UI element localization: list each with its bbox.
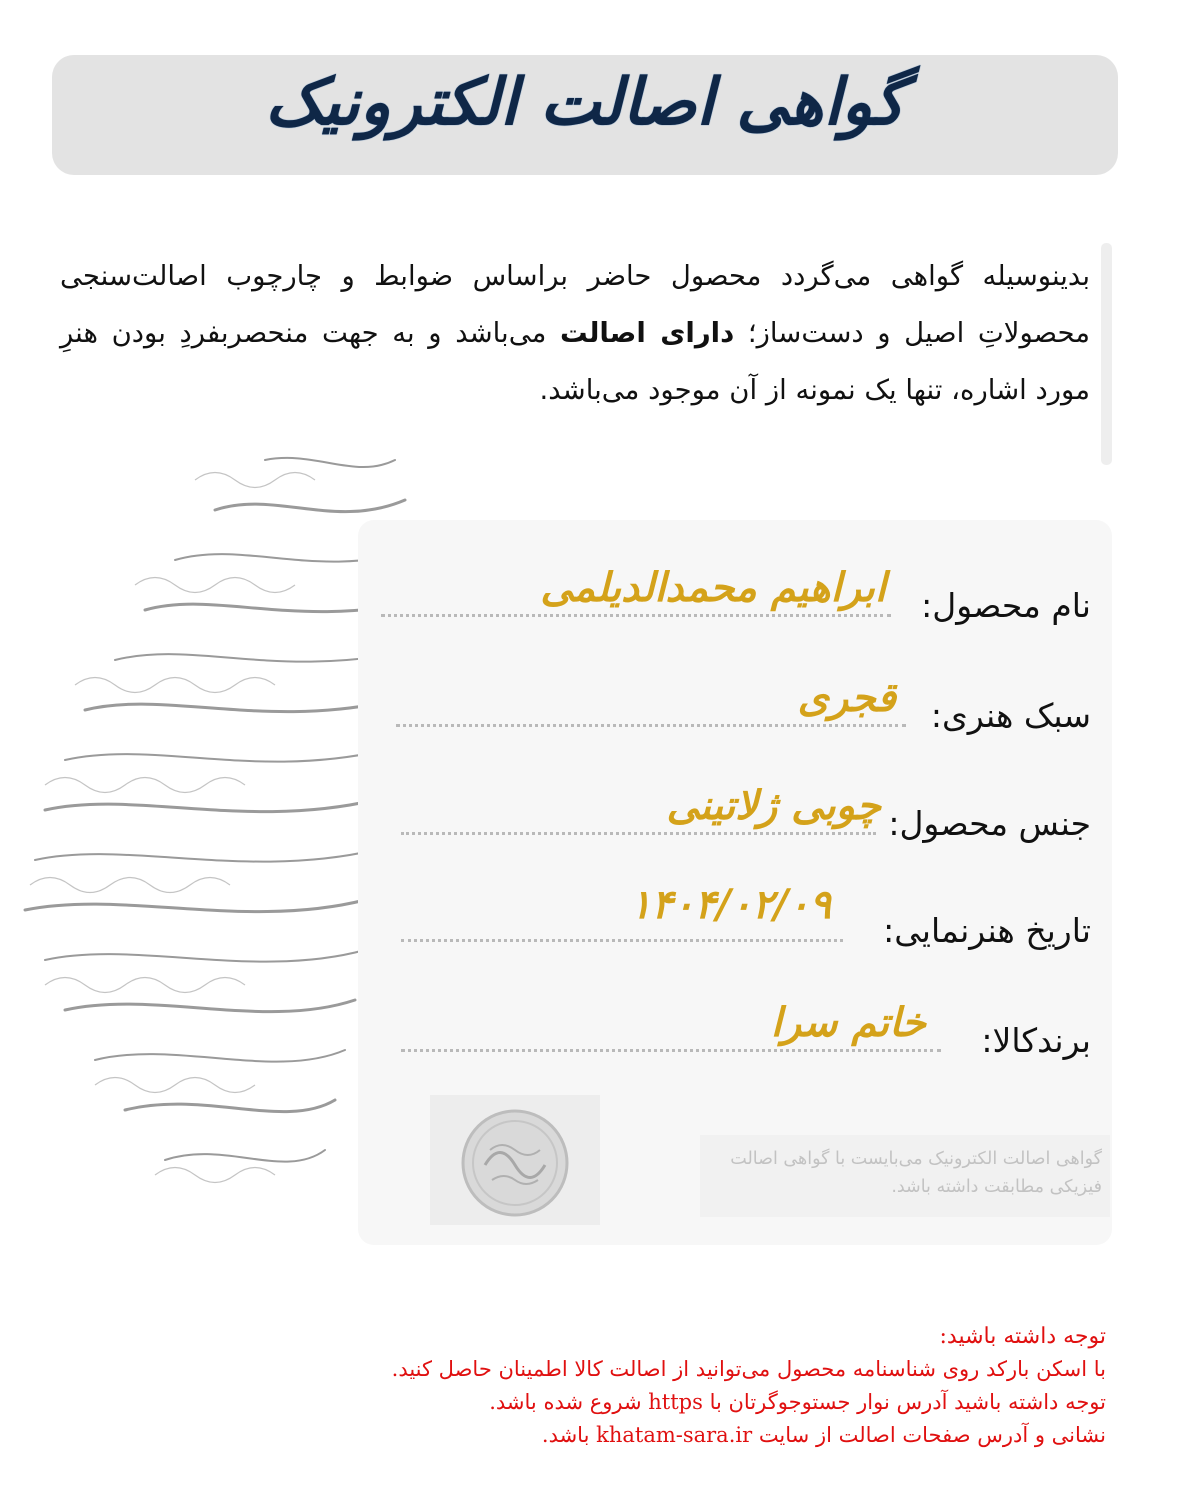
warning-line: با اسکن بارکد روی شناسنامه محصول می‌توانید از اصالت کالا اطمینان حاصل کنید.: [391, 1357, 1106, 1381]
dotted-line: [381, 614, 891, 617]
dotted-line: [401, 1049, 941, 1052]
field-creation-date: [371, 881, 1091, 950]
creation-date-label: تاریخ هنرنمایی:: [883, 911, 1091, 950]
product-name-label: نام محصول:: [921, 586, 1091, 625]
intro-text-start: بدینوسیله گواهی می‌گردد محصول حاضر براساس ضوابط و چارچوب اصالت‌سنجی محصولاتِ اصیل و دست‌ساز؛: [60, 260, 1091, 349]
material-value: چوبی ژلاتینی: [666, 782, 881, 829]
warning-title: توجه داشته باشید:: [939, 1324, 1106, 1349]
warning-line: نشانی و آدرس صفحات اصالت از سایت khatam-sara.ir باشد.: [541, 1423, 1106, 1447]
field-material: [371, 783, 1091, 843]
note-box: [700, 1135, 1110, 1217]
brand-label: برندکالا:: [981, 1021, 1091, 1060]
product-name-value: ابراهیم محمدالدیلمی: [540, 564, 886, 611]
art-style-label: سبک هنری:: [930, 696, 1091, 735]
material-label: جنس محصول:: [888, 804, 1091, 843]
field-brand: [371, 1000, 1091, 1060]
dotted-line: [401, 939, 843, 942]
creation-date-value: ۱۴۰۴/۰۲/۰۹: [629, 881, 831, 928]
field-product-name: [371, 565, 1091, 625]
seal-icon: [430, 1095, 600, 1225]
brand-value: خاتم سرا: [770, 999, 926, 1046]
art-style-value: قجری: [797, 674, 896, 721]
note-text: گواهی اصالت الکترونیک می‌بایست با گواهی اصالت فیزیکی مطابقت داشته باشد.: [730, 1149, 1102, 1197]
header-banner: [52, 55, 1118, 175]
intro-paragraph: [60, 248, 1090, 419]
intro-text-bold: دارای اصالت: [560, 317, 735, 349]
dotted-line: [396, 724, 906, 727]
warning-line: توجه داشته باشید آدرس نوار جستوجوگرتان با https شروع شده باشد.: [489, 1390, 1106, 1414]
warning-section: [106, 1320, 1106, 1452]
intro-text-end: می‌باشد و به جهت منحصربفردِ بودن هنرِ مورد اشاره، تنها یک نمونه از آن موجود می‌باشد.: [60, 317, 1090, 406]
certificate-title: گواهی اصالت الکترونیک: [265, 65, 905, 140]
intro-accent-bar: [1101, 243, 1112, 465]
field-art-style: [371, 675, 1091, 735]
dotted-line: [401, 832, 876, 835]
seal-stamp: [430, 1095, 600, 1225]
